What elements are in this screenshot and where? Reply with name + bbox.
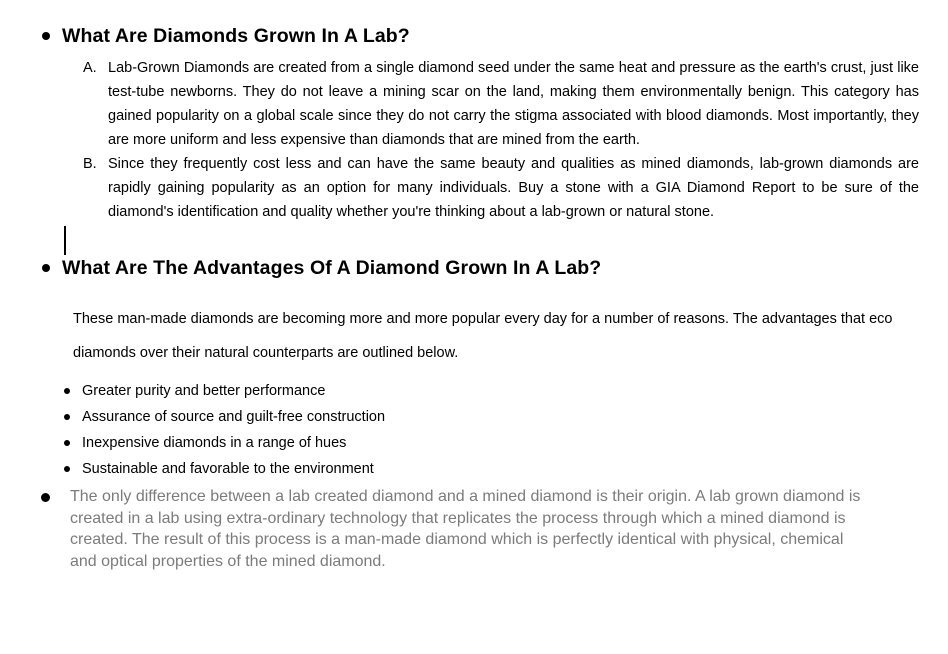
- text-line: and optical properties of the mined diamond.: [70, 553, 386, 571]
- list-item-label: Sustainable and favorable to the environment: [82, 461, 374, 477]
- text-line: created in a lab using extra-ordinary technology that replicates the process through which a mined diamond is: [70, 509, 846, 527]
- paragraph-a: [108, 56, 919, 152]
- list-item-label: Inexpensive diamonds in a range of hues: [82, 435, 347, 451]
- lettered-list: [0, 56, 948, 224]
- text-line: test-tube newborns. They do not leave a mining scar on the land, making them environmentally benign. This category has: [108, 84, 919, 100]
- bullet-icon: [64, 440, 70, 446]
- intro-paragraph: [73, 302, 921, 370]
- section1-heading-row: [42, 24, 948, 48]
- list-item-b: [83, 152, 948, 224]
- bullet-icon: [41, 493, 50, 502]
- text-line: The only difference between a lab created diamond and a mined diamond is their origin. A lab grown diamond is: [70, 488, 861, 505]
- text-line: diamond's identification and quality whether you're thinking about a lab-grown or natural stone.: [108, 204, 715, 220]
- text-line: gained popularity on a global scale since they do not carry the stigma associated with blood diamonds. Most importantly, they: [108, 108, 919, 124]
- list-item: [64, 430, 948, 456]
- bullet-icon: [42, 32, 50, 40]
- list-item-label: Greater purity and better performance: [82, 383, 326, 399]
- text-line: diamonds over their natural counterparts are outlined below.: [73, 345, 459, 361]
- text-line: created. The result of this process is a man-made diamond which is perfectly identical with physical, chemical: [70, 531, 844, 549]
- paragraph-b: [108, 152, 919, 224]
- text-line: are more uniform and less expensive than diamonds that are mined from the earth.: [108, 132, 640, 148]
- note-paragraph: [70, 486, 920, 573]
- text-line: Lab-Grown Diamonds are created from a single diamond seed under the same heat and pressure as the earth's crust, just like: [108, 60, 919, 76]
- bullet-icon: [64, 414, 70, 420]
- section1-heading: What Are Diamonds Grown In A Lab?: [62, 25, 410, 47]
- list-item: [64, 378, 948, 404]
- list-item-label: Assurance of source and guilt-free construction: [82, 409, 386, 425]
- bullet-icon: [64, 466, 70, 472]
- advantages-list: [0, 378, 948, 482]
- list-marker-a: A.: [83, 60, 97, 76]
- section2-heading-row: [42, 256, 948, 280]
- list-item: [64, 404, 948, 430]
- text-cursor-caret: [64, 226, 66, 255]
- list-item: [64, 456, 948, 482]
- section2-heading: What Are The Advantages Of A Diamond Grown In A Lab?: [62, 257, 602, 279]
- bullet-icon: [64, 388, 70, 394]
- list-marker-b: B.: [83, 156, 97, 172]
- list-item-a: [83, 56, 948, 152]
- text-line: These man-made diamonds are becoming more and more popular every day for a number of reasons. The advantages that eco: [73, 311, 893, 327]
- text-line: Since they frequently cost less and can have the same beauty and qualities as mined diamonds, lab-grown diamonds are: [108, 156, 919, 172]
- bullet-icon: [42, 264, 50, 272]
- note-item: [41, 486, 948, 573]
- text-line: rapidly gaining popularity as an option for many individuals. Buy a stone with a GIA Diamond Report to be sure of the: [108, 180, 919, 196]
